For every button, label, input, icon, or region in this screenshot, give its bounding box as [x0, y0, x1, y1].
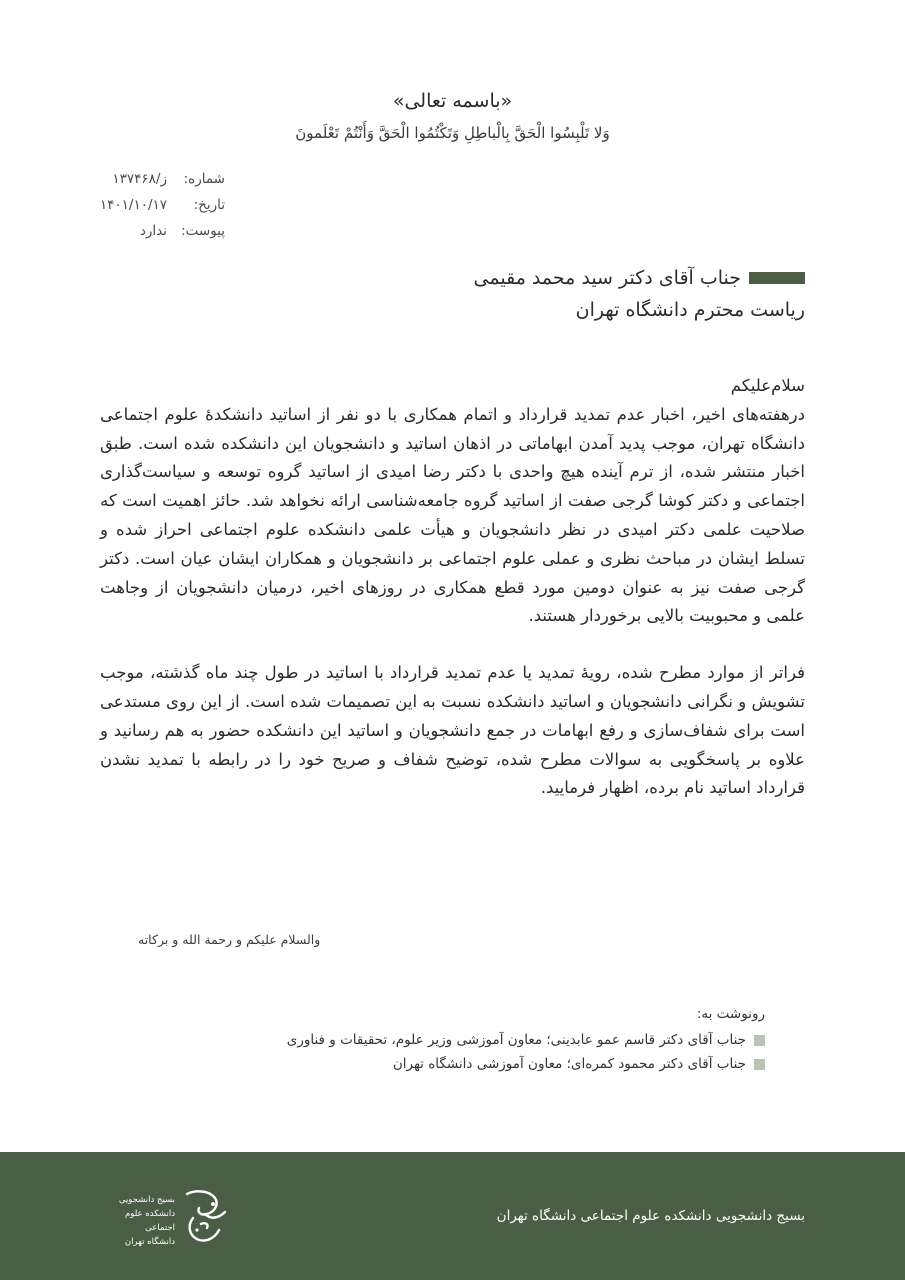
- meta-date: [95, 192, 225, 218]
- greeting: سلام‌علیکم: [730, 376, 805, 395]
- square-bullet-icon: [754, 1059, 765, 1070]
- recipient-title: ریاست محترم دانشگاه تهران: [575, 299, 805, 321]
- logo-line: دانشگاه تهران: [124, 1237, 175, 1247]
- header-title: «باسمه تعالی»: [392, 90, 513, 112]
- footer-band: [0, 1152, 905, 1280]
- meta-number-label: شماره:: [183, 171, 225, 187]
- meta-date-value: ۱۴۰۱/۱۰/۱۷: [99, 197, 167, 213]
- square-bullet-icon: [754, 1035, 765, 1046]
- letter-meta: [95, 166, 225, 244]
- meta-date-label: تاریخ:: [193, 197, 225, 213]
- cc-block: [165, 1002, 765, 1076]
- logo-text: [95, 1193, 175, 1249]
- cc-item-text: جناب آقای دکتر قاسم عمو عابدینی؛ معاون آموزشی وزیر علوم، تحقیقات و فناوری: [286, 1032, 746, 1048]
- letter-body: [100, 372, 805, 803]
- meta-number: [95, 166, 225, 192]
- meta-attachment-value: ندارد: [139, 223, 167, 239]
- meta-number-value: ز/۱۳۷۴۶۸: [112, 171, 167, 187]
- organization-logo: [95, 1188, 255, 1248]
- accent-bar: [749, 272, 805, 284]
- recipient-name: جناب آقای دکتر سید محمد مقیمی: [473, 267, 741, 289]
- logo-line: بسیج دانشجویی: [118, 1195, 175, 1205]
- footer-text: بسیج دانشجویی دانشکده علوم اجتماعی دانشگاه تهران: [496, 1208, 805, 1224]
- logo-line: دانشکده علوم اجتماعی: [125, 1209, 175, 1233]
- cc-item: [165, 1052, 765, 1076]
- recipient-name-line: [285, 262, 805, 294]
- meta-attachment: [95, 218, 225, 244]
- calligraphy-logo-icon: [175, 1188, 235, 1244]
- paragraph-1: درهفته‌های اخیر، اخبار عدم تمدید قرارداد و اتمام همکاری با دو نفر از اساتید دانشکدهٔ علوم اجتماعی دانشگاه تهران، موجب پدید آمدن ابهاماتی در اذهان اساتید و دانشجویان این دانشکده شده است. طبق اخبار منتشر شده، از ترم آینده هیچ واحدی با دکتر رضا امیدی از اساتید گروه توسعه و سیاست‌گذاری اجتماعی و دکتر کوشا گرجی صفت از اساتید گروه جامعه‌شناسی ارائه نخواهد شد. حائز اهمیت است که صلاحیت علمی دکتر امیدی در نظر دانشجویان و هیأت علمی دانشکده علوم اجتماعی احراز شده و تسلط ایشان در مباحث نظری و عملی علوم اجتماعی بر دانشجویان و همکاران ایشان عیان است. دکتر گرجی صفت نیز به عنوان دومین مورد قطع همکاری در روزهای اخیر، درمیان دانشجویان از وجاهت علمی و محبوبیت بالایی برخوردار هستند.: [100, 404, 805, 626]
- header-verse: وَلا تَلْبِسُوا الْحَقَّ بِالْباطِلِ وَتَکْتُمُوا الْحَقَّ وَأَنْتُمْ تَعْلَمونَ: [295, 124, 610, 142]
- cc-item-text: جناب آقای دکتر محمود کمره‌ای؛ معاون آموزشی دانشگاه تهران: [392, 1056, 746, 1072]
- cc-title: رونوشت به:: [696, 1006, 765, 1022]
- cc-item: [165, 1028, 765, 1052]
- meta-attachment-label: پیوست:: [181, 223, 225, 239]
- recipient-block: [285, 262, 805, 326]
- paragraph-2: فراتر از موارد مطرح شده، رویهٔ تمدید یا عدم تمدید قرارداد با اساتید در طول چند ماه گذشته، موجب تشویش و نگرانی دانشجویان و اساتید دانشکده نسبت به این تصمیمات شده است. از این روی مستدعی است برای شفاف‌سازی و رفع ابهامات در جمع دانشجویان و اساتید این دانشکده حضور به هم رسانید و علاوه بر پاسخگویی به سوالات مطرح شده، توضیح شفاف و صریح خود را در رابطه با تمدید نشدن قرارداد اساتید نام برده، اظهار فرمایید.: [100, 663, 805, 798]
- closing-salutation: والسلام علیکم و رحمة الله و برکاته: [138, 932, 321, 947]
